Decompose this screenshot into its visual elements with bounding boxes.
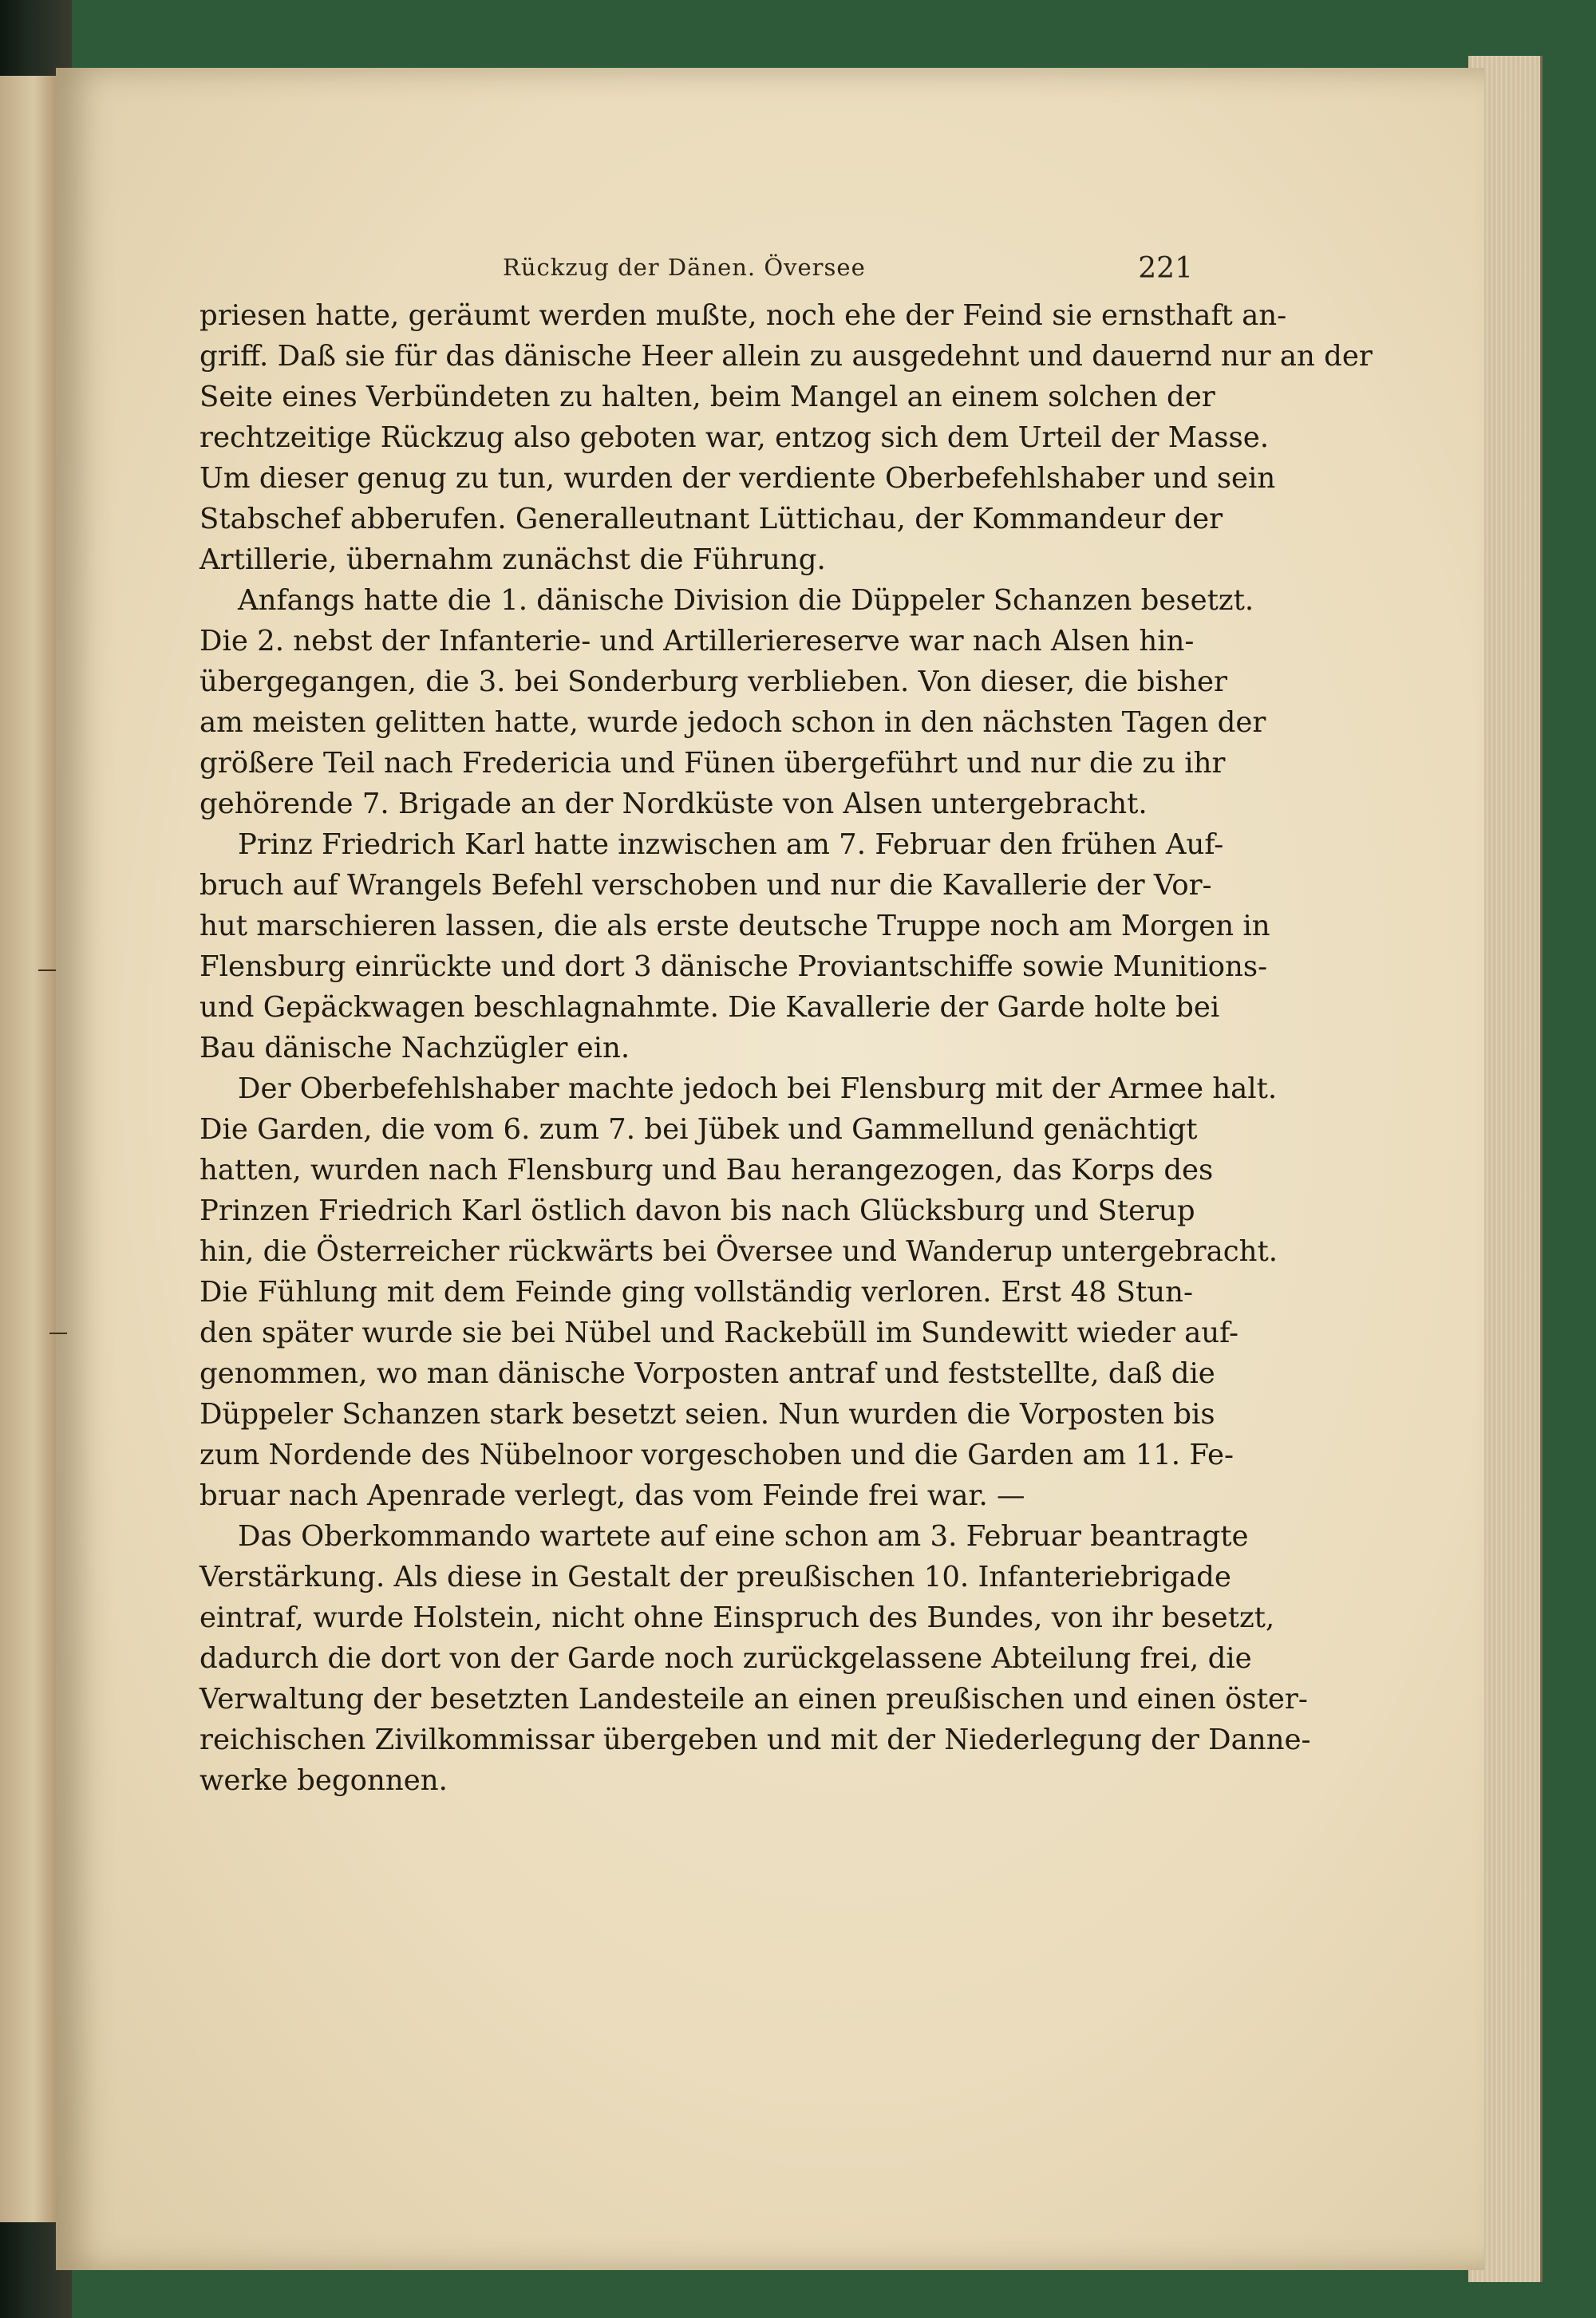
text-line: Die Fühlung mit dem Feinde ging vollständig verloren. Erst 48 Stun- — [200, 1276, 1193, 1309]
page-number: 221 — [1138, 252, 1193, 285]
text-line: eintraf, wurde Holstein, nicht ohne Einspruch des Bundes, von ihr besetzt, — [200, 1601, 1275, 1634]
text-line: Seite eines Verbündeten zu halten, beim Mangel an einem solchen der — [200, 381, 1215, 413]
text-line: bruch auf Wrangels Befehl verschoben und nur die Kavallerie der Vor- — [200, 869, 1212, 902]
text-line: Verwaltung der besetzten Landesteile an einen preußischen und einen öster- — [200, 1683, 1308, 1716]
text-line: Das Oberkommando wartete auf eine schon am 3. Februar beantragte — [238, 1520, 1249, 1553]
text-line: den später wurde sie bei Nübel und Rackebüll im Sundewitt wieder auf- — [200, 1317, 1238, 1349]
text-line: hin, die Österreicher rückwärts bei Översee und Wanderup untergebracht. — [200, 1235, 1278, 1268]
text-line: Die 2. nebst der Infanterie- und Artilleriereserve war nach Alsen hin- — [200, 625, 1195, 657]
text-line: Die Garden, die vom 6. zum 7. bei Jübek und Gammellund genächtigt — [200, 1113, 1198, 1146]
text-line: Artillerie, übernahm zunächst die Führung. — [200, 543, 826, 576]
text-line: Um dieser genug zu tun, wurden der verdiente Oberbefehlshaber und sein — [200, 462, 1276, 495]
text-line: Bau dänische Nachzügler ein. — [200, 1032, 630, 1064]
margin-mark — [38, 969, 56, 971]
text-line: Prinzen Friedrich Karl östlich davon bis nach Glücksburg und Sterup — [200, 1195, 1195, 1227]
text-line: reichischen Zivilkommissar übergeben und mit der Niederlegung der Danne- — [200, 1724, 1311, 1756]
text-line: Flensburg einrückte und dort 3 dänische Proviantschiffe sowie Munitions- — [200, 950, 1268, 983]
text-line: Prinz Friedrich Karl hatte inzwischen am 7. Februar den frühen Auf- — [238, 828, 1224, 861]
text-line: Der Oberbefehlshaber machte jedoch bei Flensburg mit der Armee halt. — [238, 1072, 1278, 1105]
running-title: Rückzug der Dänen. Översee — [503, 254, 866, 281]
text-line: rechtzeitige Rückzug also geboten war, entzog sich dem Urteil der Masse. — [200, 421, 1269, 454]
text-line: übergegangen, die 3. bei Sonderburg verblieben. Von dieser, die bisher — [200, 665, 1227, 698]
text-line: Stabschef abberufen. Generalleutnant Lüttichau, der Kommandeur der — [200, 503, 1223, 535]
page-header — [200, 254, 1193, 286]
text-line: hatten, wurden nach Flensburg und Bau herangezogen, das Korps des — [200, 1154, 1214, 1187]
text-line: bruar nach Apenrade verlegt, das vom Feinde frei war. — — [200, 1479, 1025, 1512]
text-line: hut marschieren lassen, die als erste deutsche Truppe noch am Morgen in — [200, 910, 1270, 942]
text-line: zum Nordende des Nübelnoor vorgeschoben und die Garden am 11. Fe- — [200, 1439, 1235, 1471]
text-line: priesen hatte, geräumt werden mußte, noch ehe der Feind sie ernsthaft an- — [200, 299, 1287, 332]
body-text — [200, 295, 1373, 1801]
text-line: griff. Daß sie für das dänische Heer allein zu ausgedehnt und dauernd nur an der — [200, 340, 1373, 373]
text-line: größere Teil nach Fredericia und Fünen übergeführt und nur die zu ihr — [200, 747, 1226, 780]
text-line: und Gepäckwagen beschlagnahmte. Die Kavallerie der Garde holte bei — [200, 991, 1220, 1024]
text-line: gehörende 7. Brigade an der Nordküste von Alsen untergebracht. — [200, 788, 1148, 820]
margin-mark — [49, 1333, 67, 1334]
text-line: Anfangs hatte die 1. dänische Division die Düppeler Schanzen besetzt. — [238, 584, 1254, 617]
text-line: Verstärkung. Als diese in Gestalt der preußischen 10. Infanteriebrigade — [200, 1561, 1231, 1593]
text-line: dadurch die dort von der Garde noch zurückgelassene Abteilung frei, die — [200, 1642, 1252, 1675]
text-line: Düppeler Schanzen stark besetzt seien. Nun wurden die Vorposten bis — [200, 1398, 1215, 1431]
text-line: werke begonnen. — [200, 1764, 448, 1797]
text-line: am meisten gelitten hatte, wurde jedoch schon in den nächsten Tagen der — [200, 706, 1266, 739]
text-line: genommen, wo man dänische Vorposten antraf und feststellte, daß die — [200, 1357, 1215, 1390]
previous-page-edge — [0, 76, 57, 2222]
